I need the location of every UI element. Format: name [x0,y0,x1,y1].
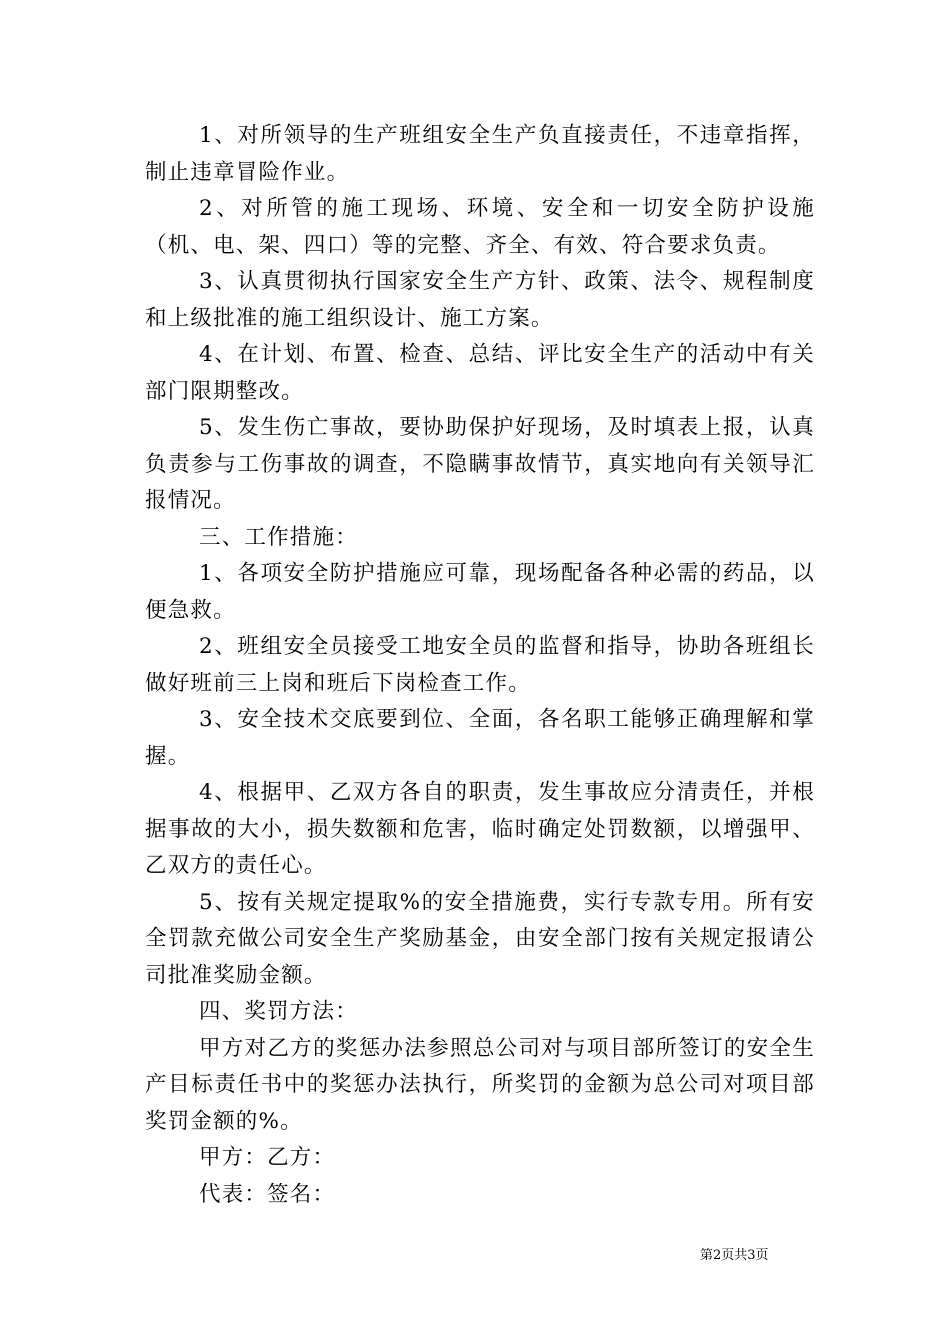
paragraph-duty-3: 3、认真贯彻执行国家安全生产方针、政策、法令、规程制度和上级批准的施工组织设计、施工方案。 [145,269,815,331]
paragraph-duty-5: 5、发生伤亡事故，要协助保护好现场，及时填表上报，认真负责参与工伤事故的调查，不隐瞒事故情节，真实地向有关领导汇报情况。 [145,415,815,513]
paragraph-measure-5: 5、按有关规定提取%的安全措施费，实行专款专用。所有安全罚款充做公司安全生产奖励基金，由安全部门按有关规定报请公司批准奖励金额。 [145,889,815,988]
section-heading-rewards: 四、奖罚方法： [199,999,358,1024]
paragraph-duty-1: 1、对所领导的生产班组安全生产负直接责任，不违章指挥，制止违章冒险作业。 [145,123,815,185]
paragraph-measure-2: 2、班组安全员接受工地安全员的监督和指导，协助各班组长做好班前三上岗和班后下岗检查工作。 [145,634,815,696]
paragraph-measure-1: 1、各项安全防护措施应可靠，现场配备各种必需的药品，以便急救。 [145,561,815,623]
paragraph-rewards: 甲方对乙方的奖惩办法参照总公司对与项目部所签订的安全生产目标责任书中的奖惩办法执行，所奖罚的金额为总公司对项目部奖罚金额的%。 [145,1035,815,1134]
section-heading-work-measures: 三、工作措施： [199,524,358,550]
page-number: 第2页共3页 [700,1248,769,1263]
document-body [145,118,815,1213]
paragraph-measure-4: 4、根据甲、乙双方各自的职责，发生事故应分清责任，并根据事故的大小，损失数额和危害，临时确定处罚数额，以增强甲、乙双方的责任心。 [145,780,815,878]
paragraph-duty-2: 2、对所管的施工现场、环境、安全和一切安全防护设施（机、电、架、四口）等的完整、齐全、有效、符合要求负责。 [145,196,815,258]
paragraph-duty-4: 4、在计划、布置、检查、总结、评比安全生产的活动中有关部门限期整改。 [145,342,815,404]
signature-parties: 甲方：乙方： [199,1145,336,1170]
paragraph-measure-3: 3、安全技术交底要到位、全面，各名职工能够正确理解和掌握。 [145,707,815,769]
signature-representative: 代表：签名： [199,1181,336,1207]
